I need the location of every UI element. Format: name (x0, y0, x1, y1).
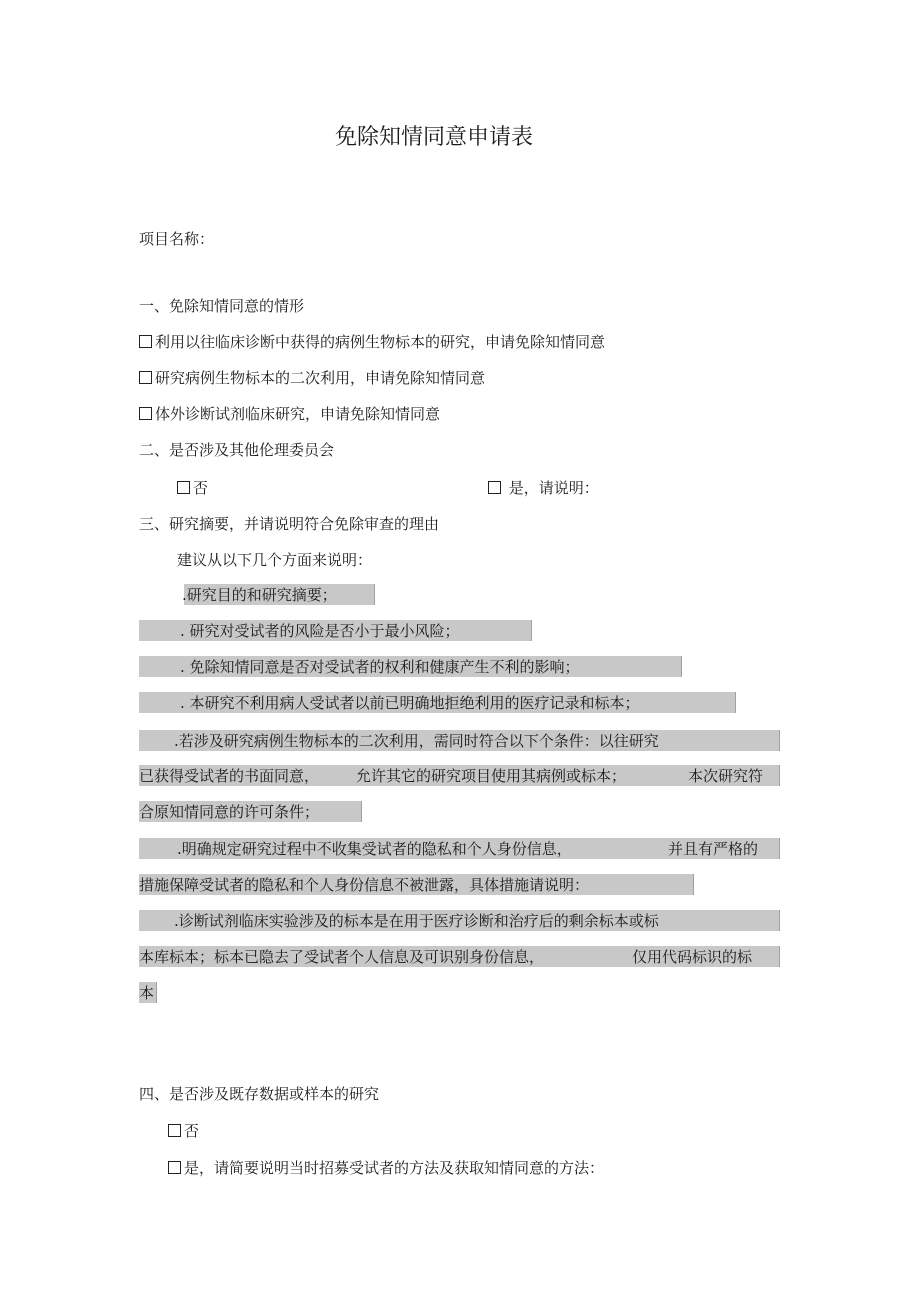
section3-item-1: .研究目的和研究摘要； (182, 586, 337, 604)
section3-item-7-line2a: 本库标本；标本已隐去了受试者个人信息及可识别身份信息， (139, 948, 545, 966)
section3-item-7-line2b: 仅用代码标识的标 (632, 948, 753, 966)
section1-option-2[interactable]: 研究病例生物标本的二次利用，申请免除知情同意 (139, 367, 485, 389)
section1-option-1[interactable]: 利用以往临床诊断中获得的病例生物标本的研究，申请免除知情同意 (139, 331, 605, 353)
section2-heading: 二、是否涉及其他伦理委员会 (139, 441, 335, 459)
section3-item-5-line2c: 本次研究符 (688, 767, 764, 785)
checkbox-icon[interactable] (139, 335, 152, 348)
section4-heading: 四、是否涉及既存数据或样本的研究 (139, 1085, 380, 1103)
checkbox-icon[interactable] (168, 1161, 181, 1174)
section1-option-3[interactable]: 体外诊断试剂临床研究，申请免除知情同意 (139, 403, 440, 425)
section3-intro: 建议从以下几个方面来说明： (177, 551, 373, 569)
section3-item-6-line2: 措施保障受试者的隐私和个人身份信息不被泄露，具体措施请说明： (139, 876, 590, 894)
section3-item-5-line1: .若涉及研究病例生物标本的二次利用，需同时符合以下个条件：以往研究 (174, 732, 659, 750)
section3-item-6-line1a: .明确规定研究过程中不收集受试者的隐私和个人身份信息， (177, 840, 572, 858)
section3-item-5-line3: 合原知情同意的许可条件； (139, 803, 320, 821)
checkbox-icon[interactable] (139, 371, 152, 384)
page-title: 免除知情同意申请表 (335, 125, 534, 150)
section3-item-2: . 研究对受试者的风险是否小于最小风险； (180, 622, 460, 640)
checkbox-icon[interactable] (488, 481, 501, 494)
section3-item-5-line2b: 允许其它的研究项目使用其病例或标本； (356, 767, 627, 785)
section1-heading: 一、免除知情同意的情形 (139, 297, 305, 315)
section2-option-yes[interactable]: 是，请说明： (488, 477, 599, 499)
section3-item-3: . 免除知情同意是否对受试者的权利和健康产生不利的影响； (180, 658, 580, 676)
section3-heading: 三、研究摘要，并请说明符合免除审查的理由 (139, 515, 440, 533)
checkbox-icon[interactable] (177, 481, 190, 494)
section3-item-6-line1b: 并且有严格的 (668, 840, 759, 858)
section2-option-no[interactable]: 否 (177, 477, 208, 499)
section4-option-no[interactable]: 否 (168, 1120, 199, 1142)
checkbox-icon[interactable] (168, 1124, 181, 1137)
section3-item-7-line3: 本 (139, 984, 155, 1002)
section3-item-7-line1: .诊断试剂临床实验涉及的标本是在用于医疗诊断和治疗后的剩余标本或标 (174, 912, 659, 930)
project-name-label: 项目名称： (139, 230, 215, 248)
section3-item-5-line2a: 已获得受试者的书面同意， (139, 767, 320, 785)
checkbox-icon[interactable] (139, 407, 152, 420)
section3-item-4: . 本研究不利用病人受试者以前已明确地拒绝利用的医疗记录和标本； (180, 694, 640, 712)
section4-option-yes[interactable]: 是，请简要说明当时招募受试者的方法及获取知情同意的方法： (168, 1157, 604, 1179)
